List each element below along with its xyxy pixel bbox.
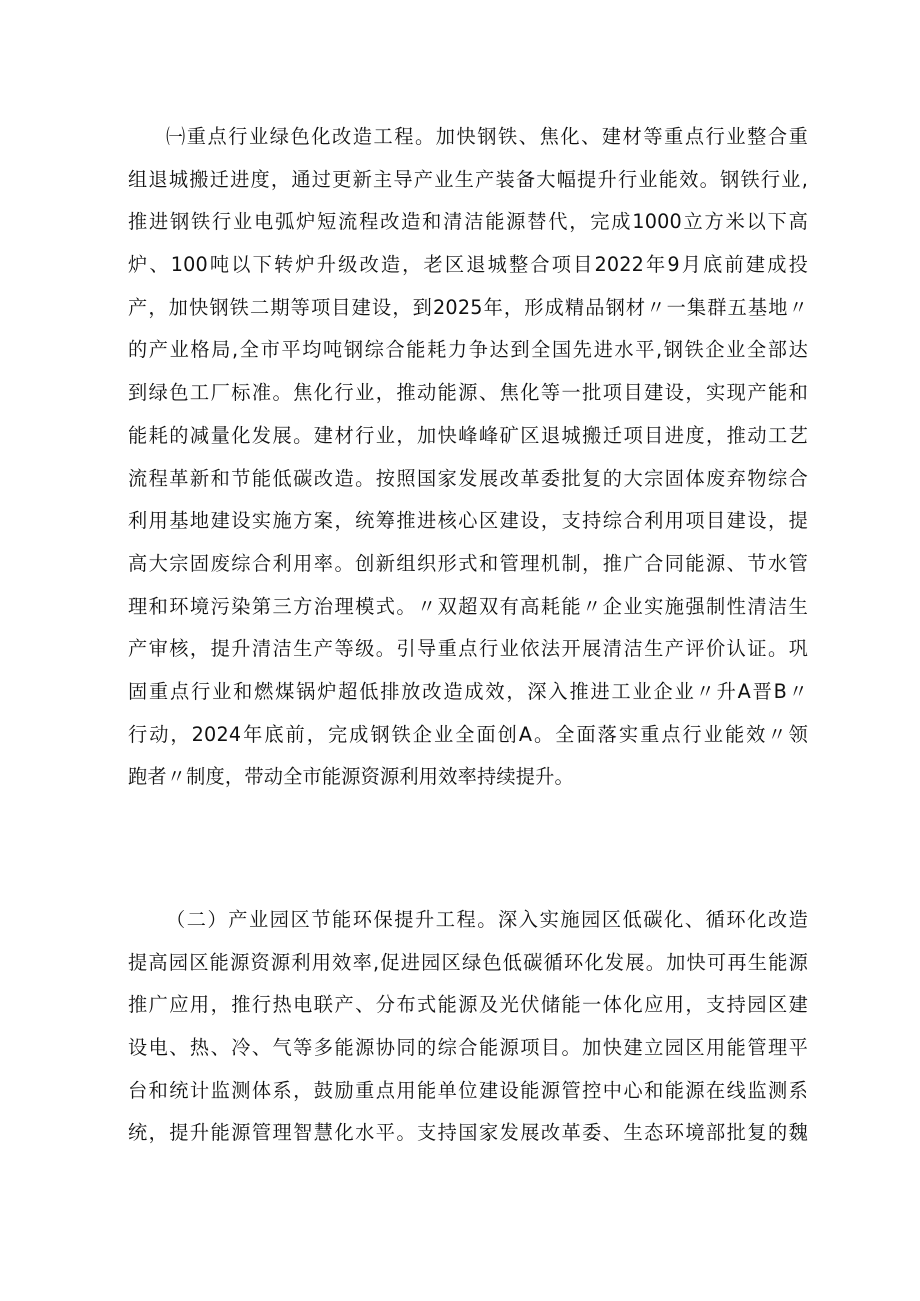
text-line: 流程革新和节能低碳改造。按照国家发展改革委批复的大宗固体废弃物综合 bbox=[128, 466, 808, 490]
text-line: （二）产业园区节能环保提升工程。深入实施园区低碳化、循环化改造 bbox=[166, 908, 808, 931]
text-line: 高大宗固废综合利用率。创新组织形式和管理机制，推广合同能源、节水管 bbox=[128, 551, 808, 575]
text-line: ㈠重点行业绿色化改造工程。加快钢铁、焦化、建材等重点行业整合重 bbox=[166, 125, 808, 148]
text-line: 提高园区能源资源利用效率,促进园区绿色低碳循环化发展。加快可再生能源 bbox=[128, 950, 808, 974]
text-line: 固重点行业和燃煤锅炉超低排放改造成效，深入推进工业企业〃升A晋B〃 bbox=[128, 679, 808, 703]
text-line: 台和统计监测体系，鼓励重点用能单位建设能源管控中心和能源在线监测系 bbox=[128, 1078, 808, 1102]
text-line: 产审核，提升清洁生产等级。引导重点行业依法开展清洁生产评价认证。巩 bbox=[128, 637, 808, 661]
text-line: 行动，2024年底前，完成钢铁企业全面创A。全面落实重点行业能效〃领 bbox=[128, 722, 808, 746]
paragraph-industrial-park-energy bbox=[128, 899, 808, 1155]
text-line: 推进钢铁行业电弧炉短流程改造和清洁能源替代，完成1000立方米以下高 bbox=[128, 210, 808, 234]
text-line: 组退城搬迁进度，通过更新主导产业生产装备大幅提升行业能效。钢铁行业, bbox=[128, 167, 808, 191]
text-line: 推广应用，推行热电联产、分布式能源及光伏储能一体化应用，支持园区建 bbox=[128, 993, 808, 1017]
text-line: 炉、100吨以下转炉升级改造，老区退城整合项目2022年9月底前建成投 bbox=[128, 253, 808, 277]
text-line: 产，加快钢铁二期等项目建设，到2025年，形成精品钢材〃一集群五基地〃 bbox=[128, 295, 808, 319]
text-line: 利用基地建设实施方案，统筹推进核心区建设，支持综合利用项目建设，提 bbox=[128, 509, 808, 533]
text-line: 的产业格局,全市平均吨钢综合能耗力争达到全国先进水平,钢铁企业全部达 bbox=[128, 338, 808, 362]
paragraph-industry-green-transformation bbox=[128, 116, 808, 799]
text-line: 统，提升能源管理智慧化水平。支持国家发展改革委、生态环境部批复的魏 bbox=[128, 1121, 808, 1145]
text-line: 设电、热、冷、气等多能源协同的综合能源项目。加快建立园区用能管理平 bbox=[128, 1036, 808, 1060]
text-line: 能耗的减量化发展。建材行业，加快峰峰矿区退城搬迁项目进度，推动工艺 bbox=[128, 423, 808, 447]
text-line: 理和环境污染第三方治理模式。〃双超双有高耗能〃企业实施强制性清洁生 bbox=[128, 594, 808, 618]
text-line: 到绿色工厂标准。焦化行业，推动能源、焦化等一批项目建设，实现产能和 bbox=[128, 381, 808, 405]
text-line: 跑者〃制度，带动全市能源资源利用效率持续提升。 bbox=[128, 765, 574, 789]
